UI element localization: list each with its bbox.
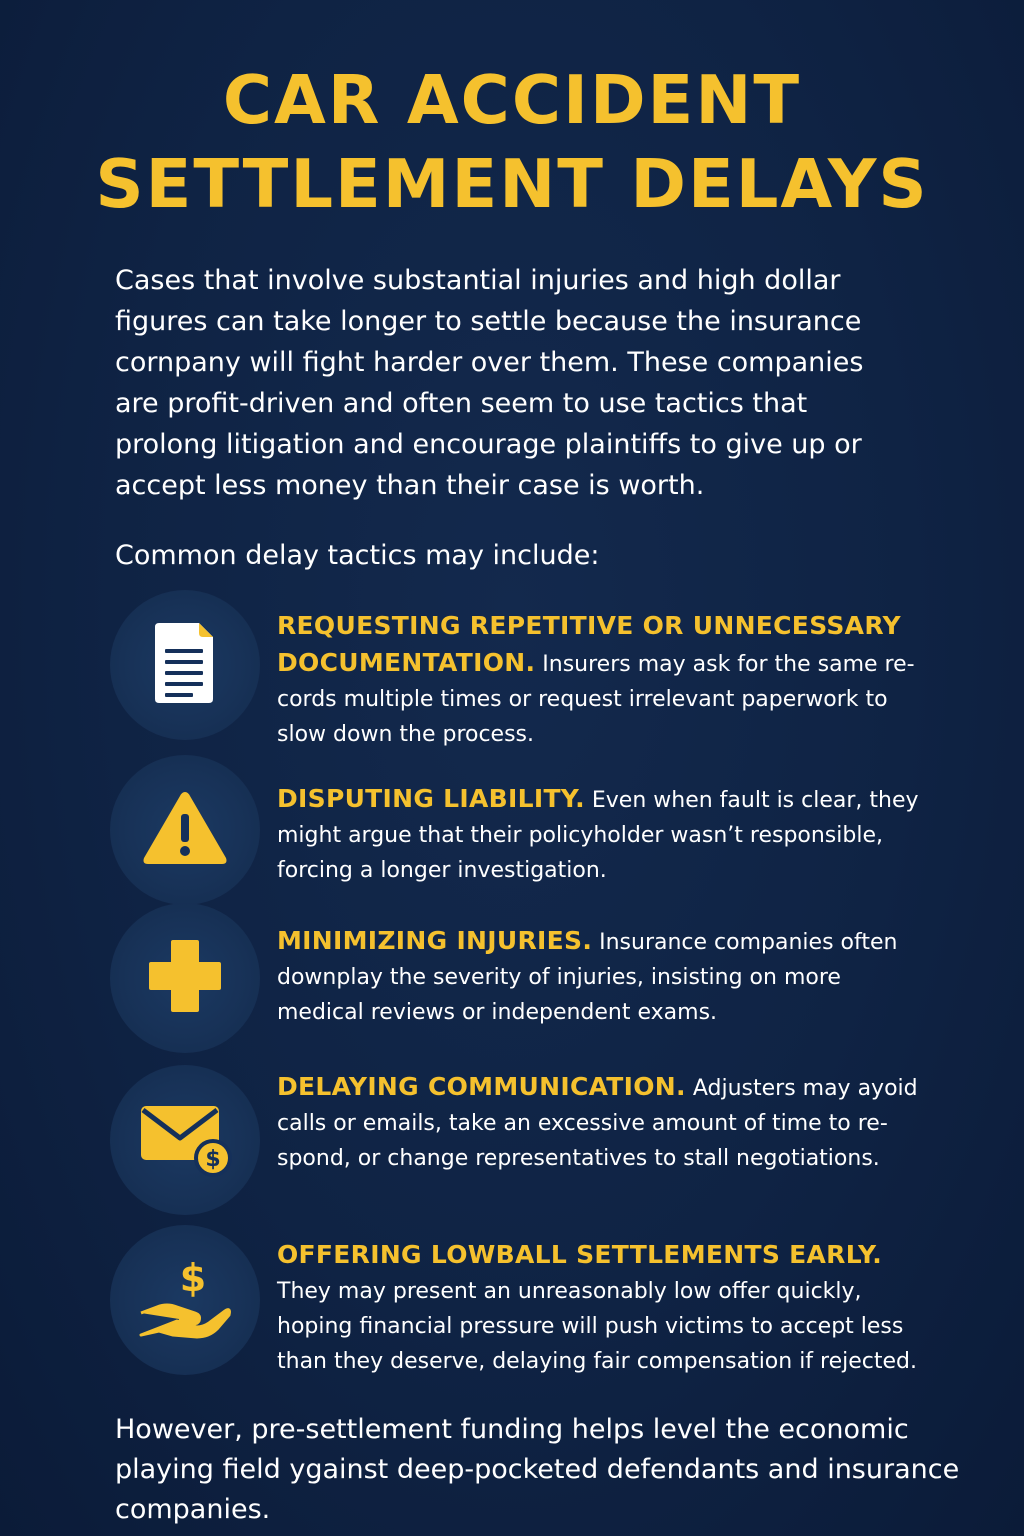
document-icon	[153, 621, 217, 709]
tactic-body-injuries: Insurance companies often downplay the severity of injuries, insisting on more medical reviews or independent exams.	[277, 930, 898, 1025]
intro-paragraph: Cases that involve substantial injuries and high dollar figures can take longer to settle because the insurance cornpany will fight harder over them. These companies are profit-driven and often seem to use tactics that prolong litigation and encourage plaintiffs to give up or accept less money than their case is worth.	[115, 265, 864, 501]
tactic-text-liability	[277, 781, 927, 888]
tactic-body-liability: Even when fault is clear, they might argue that their policyholder wasn’t responsible, forcing a longer investigation.	[277, 788, 919, 883]
medical-cross-icon	[145, 936, 225, 1020]
tactic-heading-lowball: OFFERING LOWBALL SETTLEMENTS EARLY.	[277, 1240, 883, 1269]
warning-icon	[140, 788, 230, 872]
envelope-dollar-icon	[137, 1098, 233, 1182]
tactic-body-documentation: Insurers may ask for the same re-cords multiple times or request irrelevant paperwork to slow down the process.	[277, 652, 915, 747]
medical-cross-icon-circle	[110, 903, 260, 1053]
page-title	[0, 58, 1024, 226]
tactic-body-communication: Adjusters may ayoid calls or emails, take an excessive amount of time to re-spond, or change representatives to stall negotiations.	[277, 1076, 918, 1171]
closing-paragraph: However, pre-settlement funding helps level the economic playing field ygainst deep-pocketed defendants and insurance companies.	[115, 1414, 960, 1525]
tactic-heading-liability: DISPUTING LIABILITY.	[277, 784, 585, 813]
tactic-heading-communication: DELAYING COMMUNICATION.	[277, 1072, 686, 1101]
document-icon-circle	[110, 590, 260, 740]
hand-dollar-icon	[137, 1255, 233, 1345]
svg-text:$: $	[179, 1256, 207, 1300]
tactic-heading-documentation: REQUESTING REPETITIVE OR UNNECESSARY DOCUMENTATION.	[277, 611, 901, 677]
hand-dollar-icon-circle	[110, 1225, 260, 1375]
title-line-1: CAR ACCIDENT	[222, 61, 802, 139]
tactic-heading-injuries: MINIMIZING INJURIES.	[277, 926, 593, 955]
tactic-text-documentation	[277, 608, 927, 752]
envelope-dollar-icon-circle	[110, 1065, 260, 1215]
tactic-text-communication	[277, 1069, 927, 1176]
tactic-text-lowball	[277, 1237, 927, 1379]
svg-text:$: $	[205, 1147, 221, 1172]
title-line-2: SETTLEMENT DELAYS	[95, 145, 929, 223]
warning-icon-circle	[110, 755, 260, 905]
tactic-body-lowball: They may present an unreasonably low offer quickly, hoping financial pressure will push victims to accept less than they deserve, delaying fair compensation if rejected.	[277, 1279, 918, 1374]
tactics-lead-in: Common delay tactics may include:	[115, 540, 600, 571]
tactic-text-injuries	[277, 923, 927, 1030]
